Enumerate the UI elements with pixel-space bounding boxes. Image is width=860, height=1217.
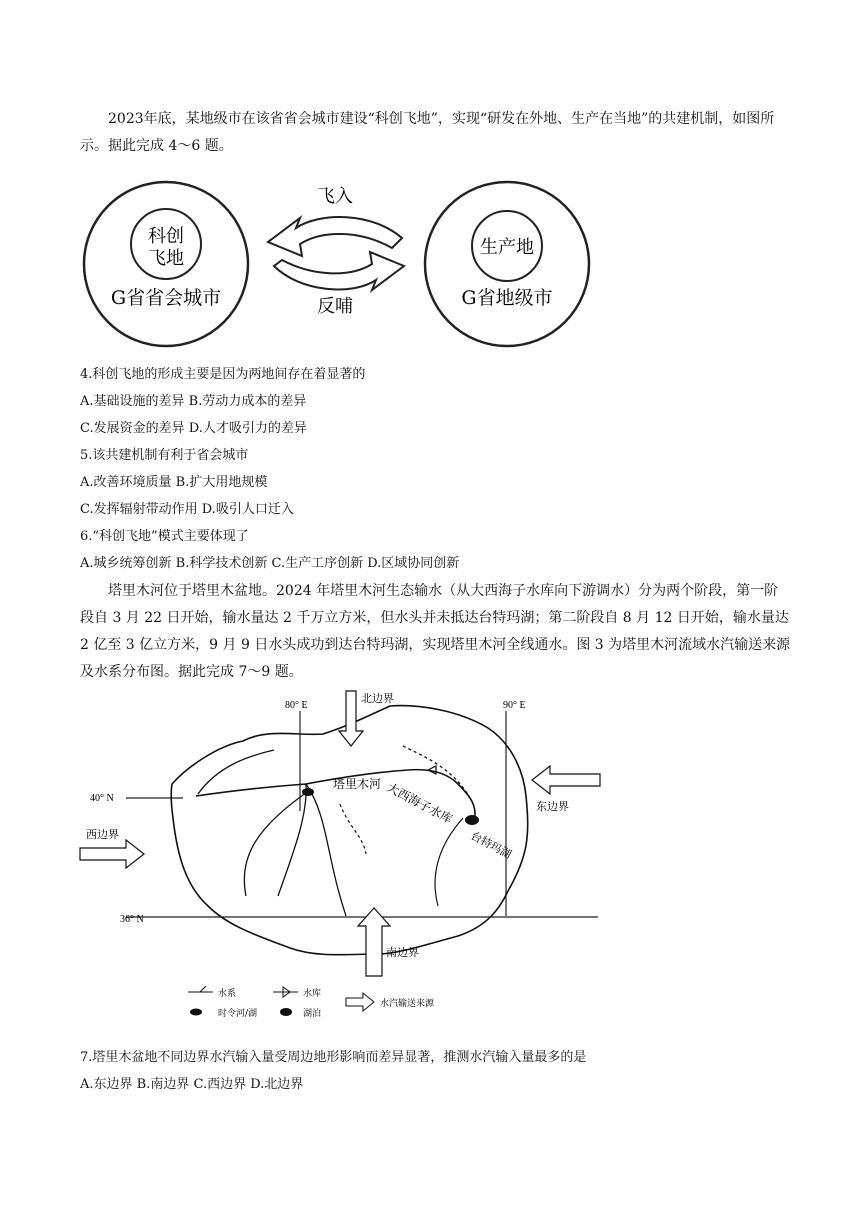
legend-lake-icon <box>280 1008 292 1016</box>
q7-stem: 7.塔里木盆地不同边界水汽输入量受周边地形影响而差异显著，推测水汽输入量最多的是 <box>80 1050 587 1065</box>
intro-paragraph-2: 塔里木河位于塔里木盆地。2024 年塔里木河生态输水（从大西海子水库向下游调水）分为两个阶段，第一阶段自 3 月 22 日开始，输水量达 2 千万立方米，但水头并未抵达台特玛湖；第二阶段自 8 月 12 日开始，输水量达 2 亿至 3 亿立方米，9 月 9 日水头成功到达台特玛湖，实现塔里木河全线通水。图 3 为塔里木河流域水汽输送来源及水系分布图。据此完成 7～9 题。 <box>80 583 791 680</box>
legend-vapor: 水汽输送来源 <box>380 999 435 1009</box>
legend-lake: 湖泊 <box>303 1009 322 1019</box>
q7-options: A.东边界 B.南边界 C.西边界 D.北边界 <box>80 1077 304 1092</box>
lat-40-label: 40° N <box>90 793 114 804</box>
taitema-lake <box>465 815 479 825</box>
fly-in-arrow <box>268 217 402 256</box>
lat-36-label: 36° N <box>120 914 144 925</box>
lon-90-label: 90° E <box>503 700 526 711</box>
intro-paragraph-1: 2023年底，某地级市在该省省会城市建设“科创飞地”，实现“研发在外地、生产在当地”的共建机制，如图所示。据此完成 4～6 题。 <box>80 111 775 154</box>
legend-vapor-icon <box>346 993 374 1011</box>
fly-in-label: 飞入 <box>317 186 353 207</box>
legend-water-system-icon <box>188 986 213 992</box>
legend-seasonal-icon <box>190 1009 202 1016</box>
south-label: 南边界 <box>386 946 419 959</box>
q4-stem: 4.科创飞地的形成主要是因为两地间存在着显著的 <box>80 367 366 382</box>
left-inner-label-2: 飞地 <box>148 248 184 269</box>
feedback-arrow <box>274 252 404 290</box>
west-arrow <box>80 840 144 868</box>
east-arrow <box>532 766 600 794</box>
left-inner-label-1: 科创 <box>148 226 184 247</box>
q4-options-1: A.基础设施的差异 B.劳动力成本的差异 <box>80 394 307 409</box>
q5-options-1: A.改善环境质量 B.扩大用地规模 <box>80 475 268 490</box>
legend-water-system: 水系 <box>218 989 237 999</box>
left-outer-label: G省省会城市 <box>110 287 222 309</box>
west-label: 西边界 <box>86 828 119 841</box>
feedback-label: 反哺 <box>317 296 353 317</box>
south-arrow <box>358 908 390 976</box>
legend-reservoir: 水库 <box>303 989 322 999</box>
legend-seasonal: 时令河/湖 <box>218 1009 258 1019</box>
lake-label: 台特玛湖 <box>468 829 514 862</box>
q4-options-2: C.发展资金的差异 D.人才吸引力的差异 <box>80 421 307 436</box>
lake-marker <box>302 788 314 796</box>
legend-reservoir-icon <box>273 987 298 997</box>
right-inner-label: 生产地 <box>480 237 534 258</box>
east-label: 东边界 <box>536 800 569 813</box>
lon-80-label: 80° E <box>285 700 308 711</box>
right-outer-circle <box>425 182 589 346</box>
q5-stem: 5.该共建机制有利于省会城市 <box>80 448 249 463</box>
river-label: 塔里木河 <box>333 777 382 791</box>
reservoir-marker <box>428 766 436 774</box>
flying-enclave-diagram <box>0 180 860 360</box>
q6-stem: 6.“科创飞地”模式主要体现了 <box>80 529 249 544</box>
right-outer-label: G省地级市 <box>461 287 553 309</box>
q6-options: A.城乡统筹创新 B.科学技术创新 C.生产工序创新 D.区域协同创新 <box>80 556 460 571</box>
tarim-basin-map <box>78 686 638 1031</box>
reservoir-label: 大西海子水库 <box>384 780 455 827</box>
q5-options-2: C.发挥辐射带动作用 D.吸引人口迁入 <box>80 502 294 517</box>
north-arrow <box>339 691 363 746</box>
north-label: 北边界 <box>361 692 394 705</box>
